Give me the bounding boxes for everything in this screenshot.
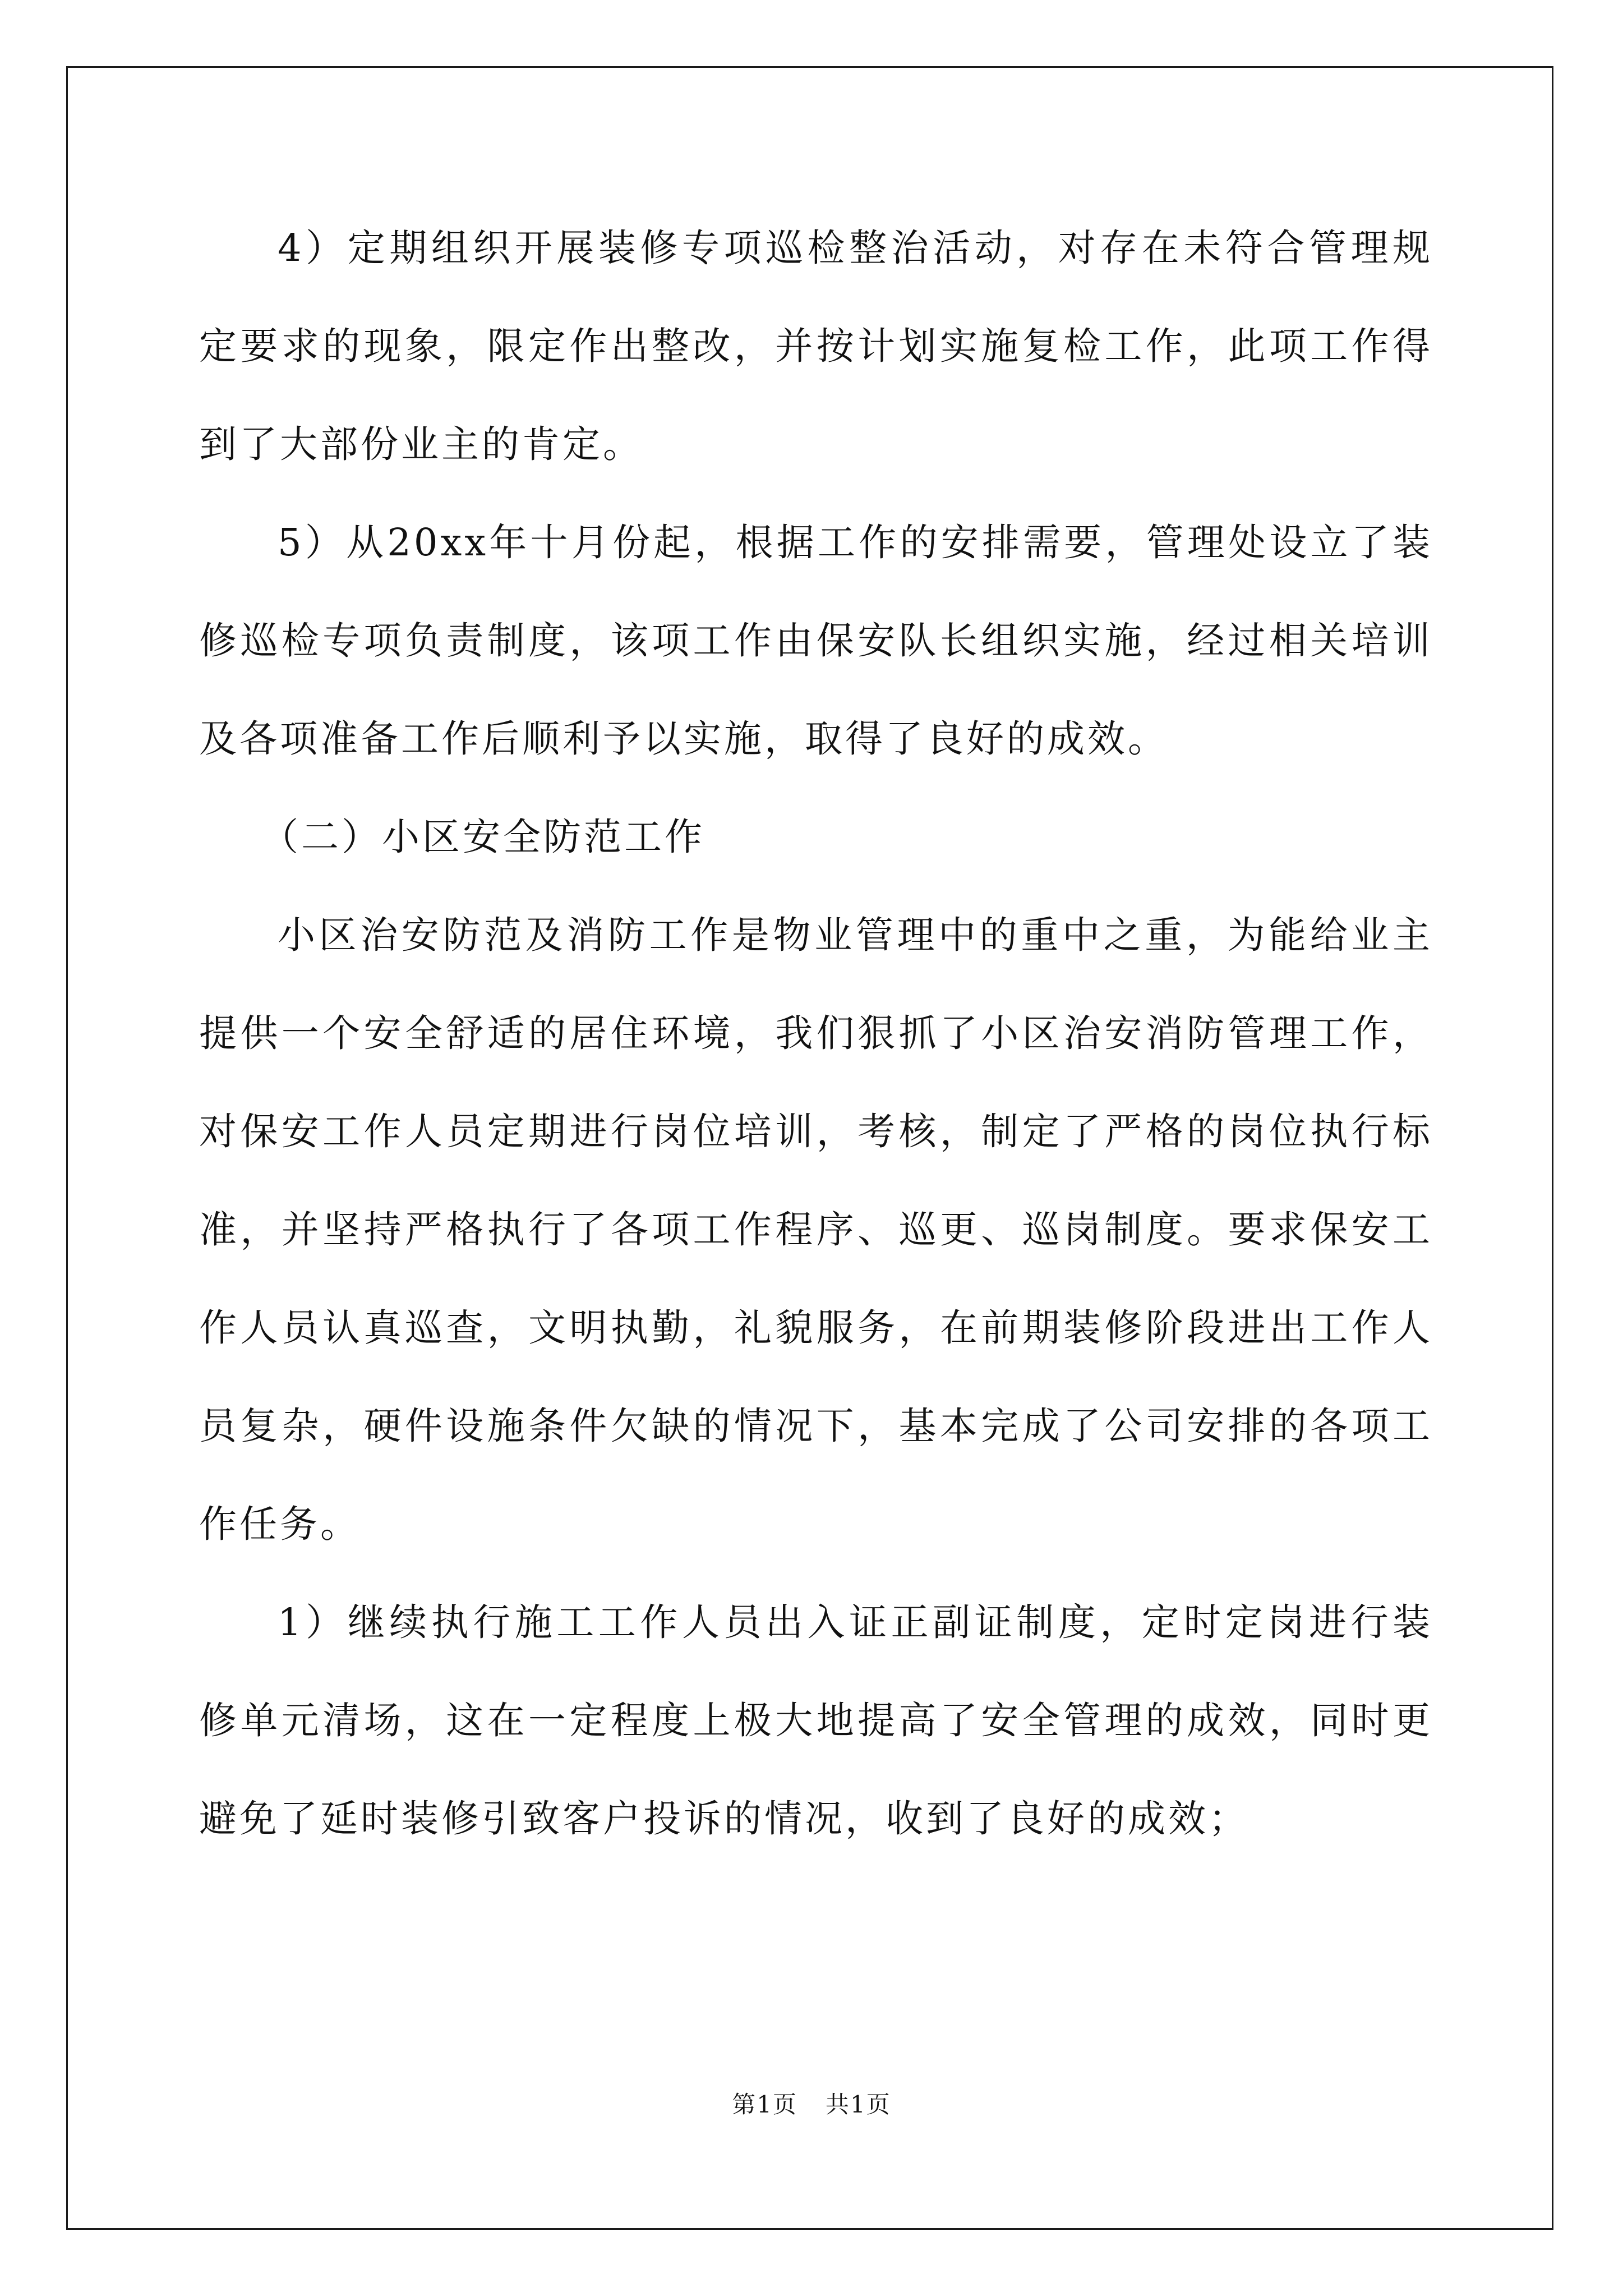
paragraph-item-1: 1）继续执行施工工作人员出入证正副证制度，定时定岗进行装修单元清场，这在一定程度上极大地提高了安全管理的成效，同时更避免了延时装修引致客户投诉的情况，收到了良好的成效； — [199, 1600, 1433, 1841]
paragraph-security-intro: 小区治安防范及消防工作是物业管理中的重中之重，为能给业主提供一个安全舒适的居住环境，我们狠抓了小区治安消防管理工作，对保安工作人员定期进行岗位培训，考核，制定了严格的岗位执行标准，并坚持严格执行了各项工作程序、巡更、巡岗制度。要求保安工作人员认真巡查，文明执勤，礼貌服务，在前期装修阶段进出工作人员复杂，硬件设施条件欠缺的情况下，基本完成了公司安排的各项工作任务。 — [199, 913, 1433, 1546]
page-number-current: 第1页 — [732, 2091, 797, 2118]
paragraph-item-5: 5）从20xx年十月份起，根据工作的安排需要，管理处设立了装修巡检专项负责制度，该项工作由保安队长组织实施，经过相关培训及各项准备工作后顺利予以实施，取得了良好的成效。 — [199, 521, 1433, 761]
page-number-total: 共1页 — [826, 2091, 891, 2118]
page-footer — [0, 2088, 1623, 2122]
section-heading: （二）小区安全防范工作 — [261, 815, 705, 859]
paragraph-item-4: 4）定期组织开展装修专项巡检整治活动，对存在未符合管理规定要求的现象，限定作出整改，并按计划实施复检工作，此项工作得到了大部份业主的肯定。 — [199, 226, 1433, 466]
document-body — [199, 199, 1433, 1868]
